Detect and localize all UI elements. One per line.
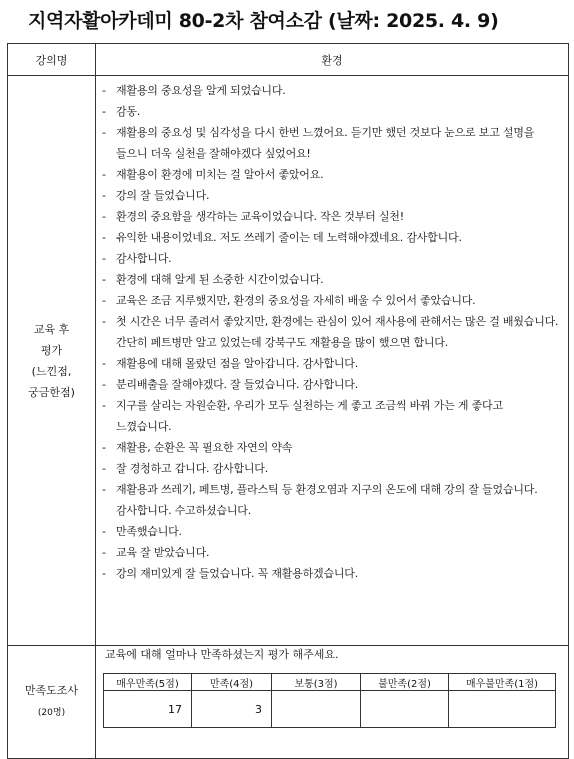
comment-text: 재활용이 환경에 미치는 걸 알아서 좋았어요. — [116, 168, 324, 181]
comment-item — [102, 80, 560, 101]
comment-dash: - — [102, 210, 106, 223]
comment-item — [102, 122, 560, 164]
comment-item — [102, 311, 560, 353]
survey-label: 만족도조사 — [24, 684, 79, 697]
comment-dash: - — [102, 294, 106, 307]
comment-item — [102, 248, 560, 269]
survey-block — [103, 645, 563, 728]
comment-item — [102, 395, 560, 437]
page-title: 지역자활아카데미 80-2차 참여소감 (날짜: 2025. 4. 9) — [28, 10, 499, 32]
sat-value-very-dissatisfied — [449, 691, 556, 728]
comment-text: 강의 잘 들었습니다. — [116, 189, 210, 202]
comment-text: 분리배출을 잘해야겠다. 잘 들었습니다. 감사합니다. — [116, 378, 359, 391]
comment-item — [102, 185, 560, 206]
comment-dash: - — [102, 252, 106, 265]
comments-cell — [96, 76, 569, 646]
comment-dash: - — [102, 525, 106, 538]
comment-text: 잘 경청하고 갑니다. 감사합니다. — [116, 462, 269, 475]
comment-text: 교육 잘 받았습니다. — [116, 546, 210, 559]
comment-list — [102, 80, 560, 584]
comment-item — [102, 521, 560, 542]
sat-value-very-satisfied: 17 — [104, 691, 192, 728]
comment-text: 감동. — [116, 105, 141, 118]
comment-dash: - — [102, 483, 106, 496]
sat-value-neutral — [272, 691, 361, 728]
comment-item — [102, 353, 560, 374]
comment-text: 지구를 살리는 자원순환, 우리가 모두 실천하는 게 좋고 조금씩 바꿔 가는 게 좋다고 느꼈습니다. — [116, 399, 503, 433]
comment-text: 재활용에 대해 몰랐던 점을 알아갑니다. 감사합니다. — [116, 357, 359, 370]
comment-dash: - — [102, 357, 106, 370]
header-lecture-title: 환경 — [96, 44, 569, 76]
comment-text: 환경에 대해 알게 된 소중한 시간이었습니다. — [116, 273, 324, 286]
comment-dash: - — [102, 189, 106, 202]
sat-header-satisfied: 만족(4점) — [192, 674, 272, 691]
comment-item — [102, 269, 560, 290]
sat-value-dissatisfied — [361, 691, 449, 728]
comment-item — [102, 164, 560, 185]
evaluation-label-line: 궁금한점) — [28, 385, 75, 399]
comment-text: 만족했습니다. — [116, 525, 182, 538]
comment-item — [102, 206, 560, 227]
comment-dash: - — [102, 567, 106, 580]
comment-item — [102, 101, 560, 122]
sat-value-satisfied: 3 — [192, 691, 272, 728]
survey-question: 교육에 대해 얼마나 만족하셨는지 평가 해주세요. — [105, 648, 339, 661]
comment-item — [102, 563, 560, 584]
survey-label-cell — [8, 646, 96, 759]
evaluation-label-line: (느낀점, — [31, 364, 72, 378]
comment-dash: - — [102, 462, 106, 475]
comment-dash: - — [102, 315, 106, 328]
sat-header-neutral: 보통(3점) — [272, 674, 361, 691]
comment-text: 재활용의 중요성 및 심각성을 다시 한번 느꼈어요. 듣기만 했던 것보다 눈으로 보고 설명을 들으니 더욱 실천을 잘해야겠다 싶었어요! — [116, 126, 535, 160]
satisfaction-table — [103, 673, 556, 728]
comment-dash: - — [102, 84, 106, 97]
comment-text: 강의 재미있게 잘 들었습니다. 꼭 재활용하겠습니다. — [116, 567, 359, 580]
comment-text: 감사합니다. — [116, 252, 172, 265]
sat-header-very-satisfied: 매우만족(5점) — [104, 674, 192, 691]
comment-text: 환경의 중요함을 생각하는 교육이었습니다. 작은 것부터 실천! — [116, 210, 404, 223]
comment-text: 유익한 내용이었네요. 저도 쓰레기 줄이는 데 노력해야겠네요. 감사합니다. — [116, 231, 462, 244]
sat-header-dissatisfied: 불만족(2점) — [361, 674, 449, 691]
comment-text: 재활용의 중요성을 알게 되었습니다. — [116, 84, 286, 97]
comment-item — [102, 479, 560, 521]
comment-item — [102, 290, 560, 311]
sat-header-very-dissatisfied: 매우불만족(1점) — [449, 674, 556, 691]
comment-text: 재활용과 쓰레기, 페트병, 플라스틱 등 환경오염과 지구의 온도에 대해 강의 잘 들었습니다. 감사합니다. 수고하셨습니다. — [116, 483, 538, 517]
evaluation-label-line: 교육 후 — [33, 322, 70, 336]
comment-dash: - — [102, 105, 106, 118]
comment-dash: - — [102, 441, 106, 454]
comment-item — [102, 374, 560, 395]
comment-item — [102, 227, 560, 248]
comment-dash: - — [102, 126, 106, 139]
comment-item — [102, 437, 560, 458]
comment-text: 재활용, 순환은 꼭 필요한 자연의 약속 — [116, 441, 293, 454]
comment-dash: - — [102, 546, 106, 559]
comment-item — [102, 458, 560, 479]
comment-dash: - — [102, 231, 106, 244]
comment-text: 첫 시간은 너무 졸려서 좋았지만, 환경에는 관심이 있어 재사용에 관해서는 많은 걸 배웠습니다. 간단히 페트병만 알고 있었는데 강북구도 재활용을 많이 했으면 합니다. — [116, 315, 559, 349]
comment-dash: - — [102, 168, 106, 181]
comment-text: 교육은 조금 지루했지만, 환경의 중요성을 자세히 배울 수 있어서 좋았습니다. — [116, 294, 476, 307]
header-lecture-name: 강의명 — [8, 44, 96, 76]
comment-dash: - — [102, 399, 106, 412]
evaluation-label-line: 평가 — [40, 343, 63, 357]
comment-dash: - — [102, 273, 106, 286]
evaluation-label — [8, 76, 96, 646]
survey-count: (20명) — [37, 708, 66, 718]
comment-item — [102, 542, 560, 563]
comment-dash: - — [102, 378, 106, 391]
